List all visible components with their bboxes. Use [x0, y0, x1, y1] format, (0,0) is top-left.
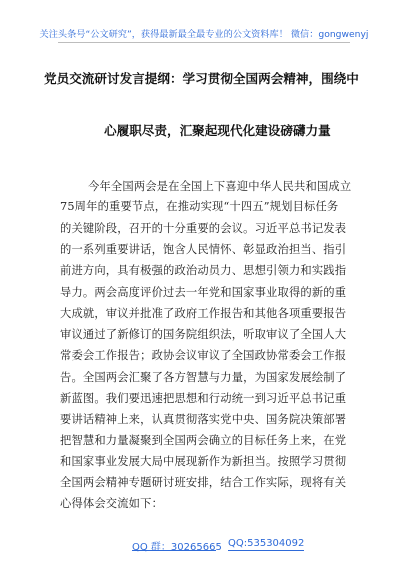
body-line: 告。全国两会汇聚了各方智慧与力量，为国家发展绘制了: [60, 371, 347, 384]
body-line: 新蓝图。我们要迅速把思想和行动统一到习近平总书记重: [60, 392, 347, 405]
body-line: 大成就，审议并批准了政府工作报告和其他各项重要报告: [60, 307, 347, 320]
footer-qq-contact: QQ:535304092: [228, 538, 305, 549]
body-line: 全国两会精神专题研讨班安排，结合工作实际，现将有关: [60, 476, 347, 489]
header-banner: 关注头条号“公文研究”，获得最新最全最专业的公文资料库！ 微信：gongwenyj: [39, 29, 369, 40]
body-line: 前进方向，具有极强的政治动员力、思想引领力和实践指: [60, 264, 347, 277]
body-line: 的关键阶段，召开的十分重要的会议。习近平总书记发表: [60, 222, 347, 235]
footer-underline-left: [132, 550, 216, 551]
footer-underline-right: [228, 550, 304, 551]
body-line: 的一系列重要讲话，饱含人民情怀、彰显政治担当、指引: [60, 243, 347, 256]
body-line: 把智慧和力量凝聚到全国两会确立的目标任务上来，在党: [60, 434, 347, 447]
document-title-line-2: 心履职尽责，汇聚起现代化建设磅礴力量: [104, 123, 331, 138]
footer-qq-group: QQ 群：30265665: [132, 542, 222, 553]
body-line: 要讲话精神上来，认真贯彻落实党中央、国务院决策部署: [60, 413, 347, 426]
body-line: 和国家事业发展大局中展现新作为新担当。按照学习贯彻: [60, 455, 347, 468]
body-line: 常委会工作报告；政协会议审议了全国政协常委会工作报: [60, 349, 347, 362]
body-line: 今年全国两会是在全国上下喜迎中华人民共和国成立: [88, 180, 352, 193]
body-line: 心得体会交流如下：: [60, 497, 164, 510]
body-line: 审议通过了新修订的国务院组织法，听取审议了全国人大: [60, 328, 347, 341]
body-line: 75周年的重要节点，在推动实现“十四五”规划目标任务: [60, 200, 339, 213]
header-divider: [58, 42, 350, 43]
body-line: 导力。两会高度评价过去一年党和国家事业取得的新的重: [60, 286, 347, 299]
document-title-line-1: 党员交流研讨发言提纲：学习贯彻全国两会精神，围绕中: [44, 71, 359, 86]
